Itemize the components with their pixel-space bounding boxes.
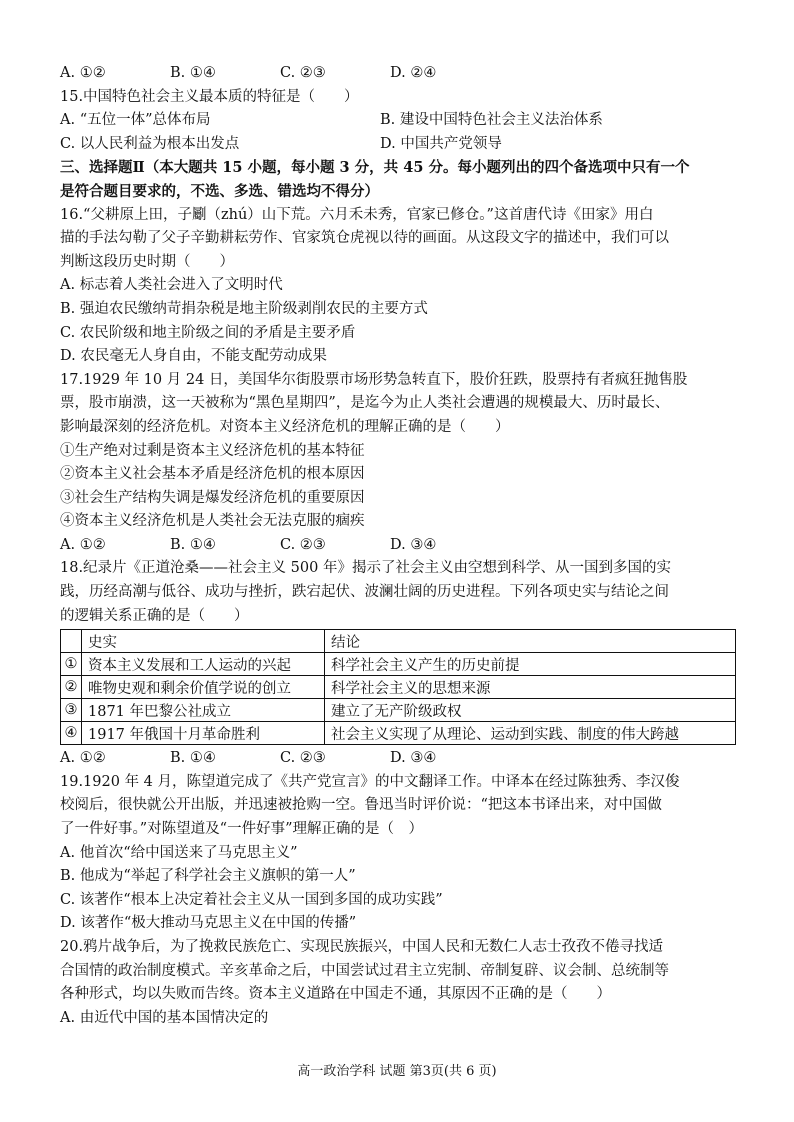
q16-stem: 描的手法勾勒了父子辛勤耕耘劳作、官家筑仓虎视以待的画面。从这段文字的描述中，我们可以	[60, 230, 669, 247]
page-footer: 高一政治学科 试题 第3页(共 6 页)	[297, 1064, 497, 1079]
q18-stem: 的逻辑关系正确的是（ ）	[60, 607, 249, 624]
option: C. 以人民利益为根本出发点	[60, 135, 240, 152]
option: C. 该著作“根本上决定着社会主义从一国到多国的成功实践”	[60, 891, 443, 908]
table-row	[61, 699, 736, 722]
table-header-cell: 史实	[82, 630, 325, 653]
option: D. ③④	[390, 750, 437, 767]
option: D. ③④	[390, 536, 437, 553]
option: C. 农民阶级和地主阶级之间的矛盾是主要矛盾	[60, 324, 356, 341]
table-cell: ①	[61, 653, 82, 676]
q19-stem: 19.1920 年 4 月，陈望道完成了《共产党宣言》的中文翻译工作。中译本在经过陈独秀、李汉俊	[60, 773, 680, 790]
option: A. ①②	[60, 536, 106, 553]
option: B. 他成为“举起了科学社会主义旗帜的第一人”	[60, 868, 356, 885]
q18-table	[60, 629, 736, 745]
q20-stem: 20.鸦片战争后，为了挽救民族危亡、实现民族振兴，中国人民和无数仁人志士孜孜不倦寻找适	[60, 939, 664, 955]
q18-options	[60, 747, 736, 771]
q16-stem: 16.“父耕原上田，子劚（zhú）山下荒。六月禾未秀，官家已修仓。”这首唐代诗《田家》用白	[60, 206, 654, 223]
q16-stem: 判断这段历史时期（ ）	[60, 253, 234, 270]
q15-options-row2	[60, 133, 736, 157]
table-cell: 科学社会主义产生的历史前提	[325, 653, 736, 676]
table-cell: ④	[61, 722, 82, 745]
table-row	[61, 676, 736, 699]
table-cell: 资本主义发展和工人运动的兴起	[82, 653, 325, 676]
q15-options-row1	[60, 109, 736, 133]
table-cell: 1871 年巴黎公社成立	[82, 699, 325, 722]
option: A. 由近代中国的基本国情决定的	[60, 1009, 269, 1026]
q17-stem: 影响最深刻的经济危机。对资本主义经济危机的理解正确的是（ ）	[60, 418, 510, 435]
q18-stem: 18.纪录片《正道沧桑——社会主义 500 年》揭示了社会主义由空想到科学、从一国到多国的实	[60, 560, 671, 577]
table-cell: 1917 年俄国十月革命胜利	[82, 722, 325, 745]
option: D. 农民毫无人身自由，不能支配劳动成果	[60, 348, 327, 365]
option: A. 标志着人类社会进入了文明时代	[60, 277, 283, 294]
option: B. 强迫农民缴纳苛捐杂税是地主阶级剥削农民的主要方式	[60, 300, 428, 317]
statement: ③社会生产结构失调是爆发经济危机的重要原因	[60, 489, 365, 506]
exam-page	[60, 62, 736, 1030]
q17-options	[60, 534, 736, 558]
option: A. ①②	[60, 65, 106, 81]
table-cell: 唯物史观和剩余价值学说的创立	[82, 676, 325, 699]
table-cell: 科学社会主义的思想来源	[325, 676, 736, 699]
option: C. ②③	[280, 536, 326, 553]
option: B. ①④	[170, 750, 216, 767]
table-row	[61, 722, 736, 745]
table-header-cell: 结论	[325, 630, 736, 653]
statement: ④资本主义经济危机是人类社会无法克服的痼疾	[60, 513, 365, 530]
option: C. ②③	[280, 65, 326, 81]
table-cell: 建立了无产阶级政权	[325, 699, 736, 722]
option: D. 中国共产党领导	[380, 135, 502, 152]
section-heading: 是符合题目要求的，不选、多选、错选均不得分）	[60, 182, 379, 200]
table-cell: ③	[61, 699, 82, 722]
option: D. ②④	[390, 65, 437, 81]
q17-stem: 17.1929 年 10 月 24 日，美国华尔街股票市场形势急转直下，股价狂跌，股票持有者疯狂抛售股	[60, 371, 688, 388]
option: A. “五位一体”总体布局	[60, 112, 211, 129]
table-header	[61, 630, 736, 653]
q20-stem: 各种形式，均以失败而告终。资本主义道路在中国走不通，其原因不正确的是（ ）	[60, 986, 611, 1003]
table-row	[61, 653, 736, 676]
table-cell: ②	[61, 676, 82, 699]
option: B. ①④	[170, 536, 216, 553]
section-heading: 三、选择题Ⅱ（本大题共 15 小题，每小题 3 分，共 45 分。每小题列出的四个备选项中只有一个	[60, 159, 690, 177]
q19-stem: 了一件好事。”对陈望道及“一件好事”理解正确的是（ ）	[60, 821, 423, 838]
table-header-cell	[61, 630, 82, 653]
q18-stem: 践，历经高潮与低谷、成功与挫折，跌宕起伏、波澜壮阔的历史进程。下列各项史实与结论之间	[60, 584, 669, 601]
q20-stem: 合国情的政治制度模式。辛亥革命之后，中国尝试过君主立宪制、帝制复辟、议会制、总统制等	[60, 962, 669, 979]
q15-stem: 15.中国特色社会主义最本质的特征是（ ）	[60, 88, 359, 105]
statement: ①生产绝对过剩是资本主义经济危机的基本特征	[60, 442, 365, 459]
table-cell: 社会主义实现了从理论、运动到实践、制度的伟大跨越	[325, 722, 736, 745]
option: B. ①④	[170, 65, 216, 81]
option: B. 建设中国特色社会主义法治体系	[380, 112, 603, 129]
option: D. 该著作“极大推动马克思主义在中国的传播”	[60, 915, 357, 932]
option: A. 他首次“给中国送来了马克思主义”	[60, 844, 298, 861]
q14-options	[60, 62, 736, 86]
q19-stem: 校阅后，很快就公开出版，并迅速被抢购一空。鲁迅当时评价说：“把这本书译出来，对中国做	[60, 797, 662, 814]
q17-stem: 票，股市崩溃，这一天被称为“黑色星期四”，是迄今为止人类社会遭遇的规模最大、历时最长、	[60, 395, 670, 412]
statement: ②资本主义社会基本矛盾是经济危机的根本原因	[60, 466, 365, 483]
option: C. ②③	[280, 750, 326, 767]
option: A. ①②	[60, 750, 106, 767]
